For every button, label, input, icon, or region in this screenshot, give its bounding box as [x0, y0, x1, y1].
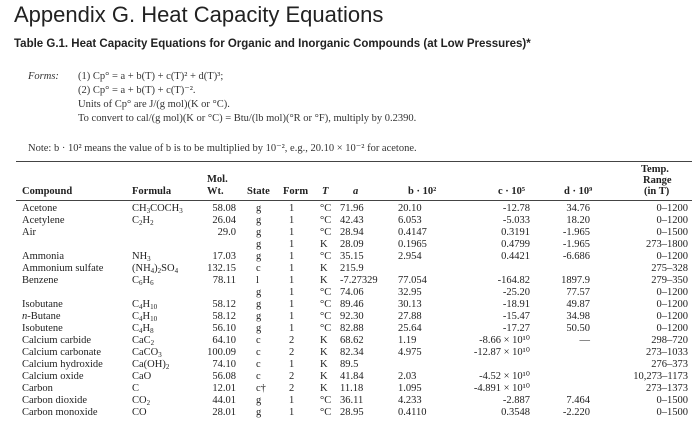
cell-formula: $NH_3$ [132, 251, 151, 263]
cell-b: 25.64 [398, 323, 422, 334]
cell-a: 68.62 [340, 335, 364, 346]
cell-b: 77.054 [398, 275, 427, 286]
cell-a: 215.9 [340, 263, 364, 274]
cell-c: -2.887 [502, 395, 530, 406]
cell-wt: 74.10 [212, 359, 236, 370]
cell-a: -7.27329 [340, 275, 378, 286]
cell-state: g [256, 407, 262, 418]
cell-range: 0–1200 [656, 203, 688, 214]
table-row [0, 371, 700, 383]
cell-range: 273–1800 [646, 239, 688, 250]
cell-range: 0–1200 [656, 287, 688, 298]
header-a: a [353, 186, 359, 197]
form-2: (2) Cp° = a + b(T) + c(T)⁻². [78, 85, 196, 96]
cell-form: 2 [289, 371, 295, 382]
cell-compound: Calcium carbonate [22, 347, 102, 358]
cell-state: g [256, 239, 262, 250]
cell-compound: Carbon dioxide [22, 395, 88, 406]
cell-T: K [320, 335, 328, 346]
cell-compound: n-Butane [22, 311, 61, 322]
cell-compound: Acetylene [22, 215, 65, 226]
cell-range: 10,273–1173 [633, 371, 688, 382]
cell-c: 0.4421 [501, 251, 530, 262]
cell-range: 275–328 [651, 263, 688, 274]
cell-compound: Carbon monoxide [22, 407, 98, 418]
header-d: d · 10⁹ [564, 186, 593, 197]
cell-c: 0.4799 [501, 239, 530, 250]
cell-b: 20.10 [398, 203, 422, 214]
cell-compound: Carbon [22, 383, 53, 394]
cell-T: °C [320, 227, 332, 238]
cell-T: K [320, 383, 328, 394]
cell-compound: Calcium hydroxide [22, 359, 103, 370]
table-row [0, 299, 700, 311]
table-row [0, 215, 700, 227]
cell-state: g [256, 299, 262, 310]
cell-formula: $C_2H_2$ [132, 215, 154, 227]
cell-b: 27.88 [398, 311, 422, 322]
header-formula: Formula [132, 186, 172, 197]
conversion-note: To convert to cal/(g mol)(K or °C) = Btu/(lb mol)(°R or °F), multiply by 0.2390. [78, 113, 417, 124]
table-row [0, 347, 700, 359]
cell-formula: $C_4H_8$ [132, 323, 154, 335]
cell-wt: 58.08 [212, 203, 236, 214]
cell-state: g [256, 311, 262, 322]
cell-T: °C [320, 251, 332, 262]
cell-form: 1 [289, 239, 295, 250]
cell-b: 1.19 [398, 335, 417, 346]
cell-c: -8.66 × 10¹⁰ [479, 335, 530, 346]
cell-form: 1 [289, 395, 295, 406]
cell-wt: 56.10 [212, 323, 236, 334]
cell-T: K [320, 371, 328, 382]
header-wt: Wt. [207, 186, 224, 197]
cell-T: °C [320, 407, 332, 418]
cell-range: 279–350 [651, 275, 688, 286]
cell-form: 1 [289, 263, 295, 274]
cell-state: c† [256, 383, 266, 394]
cell-a: 36.11 [340, 395, 364, 406]
cell-T: °C [320, 287, 332, 298]
cell-T: K [320, 275, 328, 286]
forms-block [28, 70, 416, 126]
cell-c: -17.27 [502, 323, 530, 334]
cell-formula: CaCO$_3$ [132, 347, 162, 359]
cell-compound: Acetone [22, 203, 57, 214]
cell-b: 0.1965 [398, 239, 427, 250]
cell-a: 41.84 [340, 371, 364, 382]
table-row [0, 239, 700, 251]
cell-b: 30.13 [398, 299, 422, 310]
cell-wt: 56.08 [212, 371, 236, 382]
cell-a: 28.09 [340, 239, 364, 250]
cell-d: 34.98 [566, 311, 590, 322]
table-row [0, 287, 700, 299]
cell-T: K [320, 347, 328, 358]
cell-wt: 132.15 [207, 263, 236, 274]
cell-c: -164.82 [497, 275, 530, 286]
cell-formula: $C_6H_6$ [132, 275, 154, 287]
table-row [0, 251, 700, 263]
cell-a: 82.34 [340, 347, 364, 358]
cell-range: 0–1200 [656, 311, 688, 322]
cell-a: 35.15 [340, 251, 364, 262]
cell-range: 0–1500 [656, 407, 688, 418]
cell-compound: Ammonium sulfate [22, 263, 104, 274]
cell-range: 0–1500 [656, 395, 688, 406]
table-row [0, 275, 700, 287]
header-state: State [247, 186, 270, 197]
cell-a: 74.06 [340, 287, 364, 298]
cell-wt: 17.03 [212, 251, 236, 262]
cell-range: 276–373 [651, 359, 688, 370]
cell-state: g [256, 395, 262, 406]
cell-d: -6.686 [562, 251, 590, 262]
table-row [0, 335, 700, 347]
cell-a: 92.30 [340, 311, 364, 322]
cell-d: -2.220 [562, 407, 590, 418]
cell-formula: CO [132, 407, 147, 418]
cell-wt: 28.01 [212, 407, 236, 418]
header-b: b · 10² [408, 186, 437, 197]
cell-c: -4.891 × 10¹⁰ [473, 383, 530, 394]
cell-range: 0–1200 [656, 215, 688, 226]
cell-formula: C [132, 383, 140, 394]
table-row [0, 263, 700, 275]
cell-form: 1 [289, 203, 295, 214]
cell-b: 4.975 [398, 347, 422, 358]
cell-state: c [256, 263, 261, 274]
cell-formula: $CO_2$ [132, 395, 151, 407]
cell-b: 0.4147 [398, 227, 427, 238]
cell-c: -25.20 [502, 287, 530, 298]
cell-form: 1 [289, 299, 295, 310]
cell-form: 1 [289, 323, 295, 334]
forms-label: Forms: [28, 71, 59, 82]
cell-state: c [256, 371, 261, 382]
cell-T: K [320, 359, 328, 370]
cell-b: 6.053 [398, 215, 422, 226]
cell-b: 32.95 [398, 287, 422, 298]
cell-c: -5.033 [502, 215, 530, 226]
cell-formula: $CH_3COCH_3$ [132, 203, 183, 215]
cell-compound: Benzene [22, 275, 59, 286]
cell-state: c [256, 335, 261, 346]
cell-wt: 44.01 [212, 395, 236, 406]
cell-compound: Calcium oxide [22, 371, 84, 382]
cell-d: 49.87 [566, 299, 590, 310]
cell-a: 28.94 [340, 227, 364, 238]
table-row [0, 383, 700, 395]
cell-form: 1 [289, 287, 295, 298]
header-compound: Compound [22, 186, 73, 197]
cell-T: °C [320, 395, 332, 406]
cell-compound: Calcium carbide [22, 335, 92, 346]
cell-a: 71.96 [340, 203, 364, 214]
table-caption: Table G.1. Heat Capacity Equations for Organic and Inorganic Compounds (at Low Pressures)* [14, 38, 531, 50]
cell-formula: CaC$_2$ [132, 335, 155, 347]
header-bottom-rule [16, 200, 692, 201]
cell-formula: $(NH_4)_2SO_4$ [132, 263, 179, 275]
cell-b: 4.233 [398, 395, 422, 406]
cell-d: — [579, 335, 590, 346]
multiplier-note: Note: b · 10² means the value of b is to be multiplied by 10⁻², e.g., 20.10 × 10⁻² for acetone. [28, 143, 417, 154]
header-mol: Mol. [207, 174, 228, 185]
cell-a: 28.95 [340, 407, 364, 418]
cell-formula: $C_4H_{10}$ [132, 311, 158, 323]
table-row [0, 359, 700, 371]
cell-T: °C [320, 311, 332, 322]
header-c: c · 10⁵ [498, 186, 526, 197]
cell-form: 1 [289, 215, 295, 226]
cell-wt: 26.04 [212, 215, 236, 226]
table-row [0, 407, 700, 419]
header-top-rule [16, 161, 692, 162]
form-1: (1) Cp° = a + b(T) + c(T)² + d(T)³; [78, 71, 224, 82]
cell-c: -15.47 [502, 311, 530, 322]
cell-state: g [256, 203, 262, 214]
cell-T: K [320, 239, 328, 250]
cell-b: 2.954 [398, 251, 422, 262]
cell-form: 1 [289, 275, 295, 286]
cell-T: °C [320, 203, 332, 214]
cell-a: 89.46 [340, 299, 364, 310]
cell-compound: Isobutane [22, 299, 63, 310]
cell-form: 1 [289, 407, 295, 418]
table-row [0, 323, 700, 335]
cell-d: 34.76 [566, 203, 590, 214]
cell-c: -18.91 [502, 299, 530, 310]
cell-state: g [256, 227, 262, 238]
cell-T: °C [320, 323, 332, 334]
cell-form: 2 [289, 335, 295, 346]
cell-c: -4.52 × 10¹⁰ [479, 371, 530, 382]
header-range: Range [643, 175, 672, 186]
cell-a: 82.88 [340, 323, 364, 334]
units-note: Units of Cp° are J/(g mol)(K or °C). [78, 99, 230, 110]
cell-a: 89.5 [340, 359, 359, 370]
header-temp: Temp. [641, 164, 669, 175]
cell-d: -1.965 [562, 227, 590, 238]
cell-range: 0–1200 [656, 251, 688, 262]
cell-state: g [256, 323, 262, 334]
cell-form: 1 [289, 251, 295, 262]
cell-compound: Air [22, 227, 36, 238]
cell-compound: Ammonia [22, 251, 64, 262]
header-form: Form [283, 186, 309, 197]
cell-range: 273–1033 [646, 347, 688, 358]
cell-state: c [256, 359, 261, 370]
cell-c: 0.3191 [501, 227, 530, 238]
cell-c: -12.78 [502, 203, 530, 214]
cell-form: 2 [289, 383, 295, 394]
cell-a: 42.43 [340, 215, 364, 226]
cell-wt: 58.12 [212, 299, 236, 310]
table-row [0, 227, 700, 239]
cell-d: 50.50 [566, 323, 590, 334]
cell-c: 0.3548 [501, 407, 530, 418]
cell-state: g [256, 215, 262, 226]
cell-d: 77.57 [566, 287, 590, 298]
cell-c: -12.87 × 10¹⁰ [473, 347, 530, 358]
cell-form: 2 [289, 347, 295, 358]
cell-range: 0–1200 [656, 323, 688, 334]
cell-T: °C [320, 299, 332, 310]
table-row [0, 395, 700, 407]
cell-wt: 29.0 [217, 227, 236, 238]
cell-state: g [256, 251, 262, 262]
cell-range: 298–720 [651, 335, 688, 346]
cell-d: 1897.9 [561, 275, 590, 286]
cell-T: °C [320, 215, 332, 226]
header-T: T [322, 186, 329, 197]
cell-a: 11.18 [340, 383, 364, 394]
cell-range: 0–1200 [656, 299, 688, 310]
cell-wt: 100.09 [207, 347, 236, 358]
cell-d: 18.20 [566, 215, 590, 226]
cell-wt: 64.10 [212, 335, 236, 346]
cell-state: l [256, 275, 259, 286]
cell-compound: Isobutene [22, 323, 63, 334]
cell-b: 0.4110 [398, 407, 427, 418]
cell-form: 1 [289, 227, 295, 238]
cell-form: 1 [289, 359, 295, 370]
cell-formula: $C_4H_{10}$ [132, 299, 158, 311]
cell-formula: CaO [132, 371, 152, 382]
cell-wt: 12.01 [212, 383, 236, 394]
cell-wt: 78.11 [212, 275, 236, 286]
cell-d: 7.464 [566, 395, 590, 406]
page-title: Appendix G. Heat Capacity Equations [14, 2, 384, 27]
cell-state: c [256, 347, 261, 358]
cell-state: g [256, 287, 262, 298]
cell-form: 1 [289, 311, 295, 322]
cell-wt: 58.12 [212, 311, 236, 322]
cell-range: 273–1373 [646, 383, 688, 394]
cell-b: 1.095 [398, 383, 422, 394]
cell-formula: $Ca(OH)_2$ [132, 359, 170, 371]
cell-range: 0–1500 [656, 227, 688, 238]
table-row [0, 203, 700, 215]
header-in-T: (in T) [644, 186, 670, 197]
cell-b: 2.03 [398, 371, 417, 382]
table-row [0, 311, 700, 323]
cell-T: K [320, 263, 328, 274]
cell-d: -1.965 [562, 239, 590, 250]
